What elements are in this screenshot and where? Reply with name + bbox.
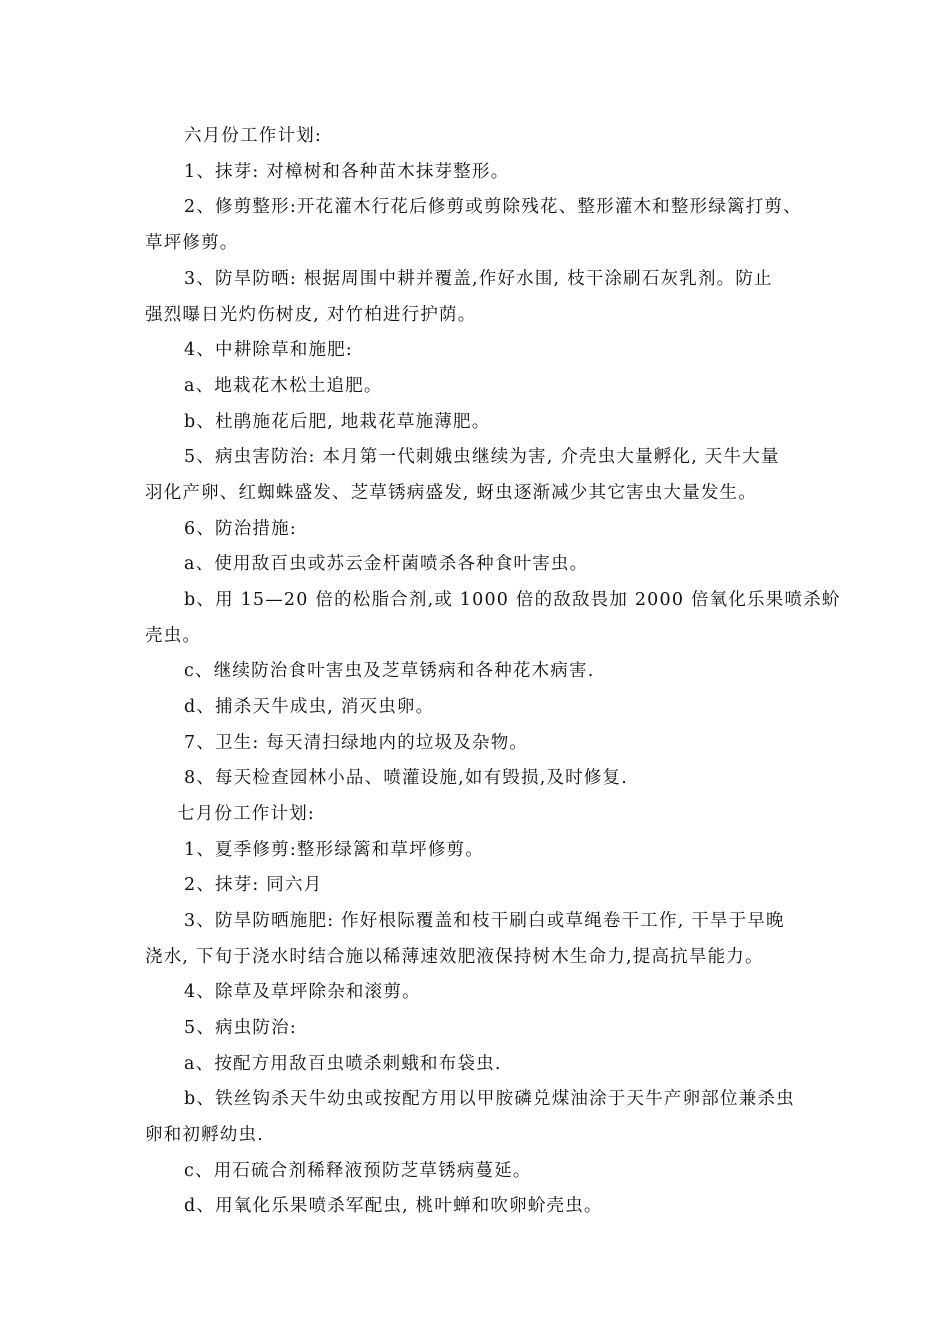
june-item-4a: a、地栽花木松土追肥。 (184, 376, 383, 396)
july-item-5d: d、用氧化乐果喷杀军配虫, 桃叶蝉和吹卵蚧壳虫。 (184, 1196, 603, 1216)
july-item-5: 5、病虫防治: (184, 1018, 297, 1038)
july-item-1: 1、夏季修剪:整形绿篱和草坪修剪。 (184, 840, 484, 860)
june-item-6c: c、继续防治食叶害虫及芝草锈病和各种花木病害. (184, 661, 595, 681)
june-item-6b: b、用 15—20 倍的松脂合剂,或 1000 倍的敌敌畏加 2000 倍氧化乐果喷杀蚧 (184, 590, 841, 610)
june-item-5: 5、病虫害防治: 本月第一代刺娥虫继续为害, 介壳虫大量孵化, 天牛大量 (184, 447, 780, 467)
june-item-3-cont: 强烈曝日光灼伤树皮, 对竹柏进行护荫。 (145, 305, 477, 325)
june-item-5-cont: 羽化产卵、红蜘蛛盛发、芝草锈病盛发, 蚜虫逐渐减少其它害虫大量发生。 (145, 483, 757, 503)
june-item-8: 8、每天检查园林小品、喷灌设施,如有毁损,及时修复. (184, 768, 629, 788)
june-item-4b: b、杜鹃施花后肥, 地栽花草施薄肥。 (184, 412, 491, 432)
july-item-5b: b、铁丝钩杀天牛幼虫或按配方用以甲胺磷兑煤油涂于天牛产卵部位兼杀虫 (184, 1089, 795, 1109)
july-item-4: 4、除草及草坪除杂和滚剪。 (184, 982, 421, 1002)
july-item-3: 3、防旱防晒施肥: 作好根际覆盖和枝干刷白或草绳卷干工作, 干旱于早晚 (184, 911, 785, 931)
june-item-2: 2、修剪整形:开花灌木行花后修剪或剪除残花、整形灌木和整形绿篱打剪、 (184, 197, 802, 217)
june-item-6a: a、使用敌百虫或苏云金杆菌喷杀各种食叶害虫。 (184, 554, 589, 574)
july-item-5c: c、用石硫合剂稀释液预防芝草锈病蔓延。 (184, 1161, 532, 1181)
june-item-1: 1、抹芽: 对樟树和各种苗木抹芽整形。 (184, 162, 510, 182)
july-item-2: 2、抹芽: 同六月 (184, 875, 323, 895)
june-item-3: 3、防旱防晒: 根据周围中耕并覆盖,作好水围, 枝干涂刷石灰乳剂。防止 (184, 269, 773, 289)
july-heading: 七月份工作计划: (177, 804, 315, 824)
june-item-4: 4、中耕除草和施肥: (184, 340, 354, 360)
june-item-7: 7、卫生: 每天清扫绿地内的垃圾及杂物。 (184, 733, 529, 753)
june-item-6: 6、防治措施: (184, 519, 297, 539)
june-item-2-cont: 草坪修剪。 (145, 233, 239, 253)
june-item-6d: d、捕杀天牛成虫, 消灭虫卵。 (184, 697, 435, 717)
july-item-5b-cont: 卵和初孵幼虫. (145, 1125, 264, 1145)
june-heading: 六月份工作计划: (184, 126, 322, 146)
july-item-3-cont: 浇水, 下旬于浇水时结合施以稀薄速效肥液保持树木生命力,提高抗旱能力。 (145, 947, 764, 967)
july-item-5a: a、按配方用敌百虫喷杀刺蛾和布袋虫. (184, 1054, 502, 1074)
june-item-6b-cont: 壳虫。 (145, 626, 202, 646)
